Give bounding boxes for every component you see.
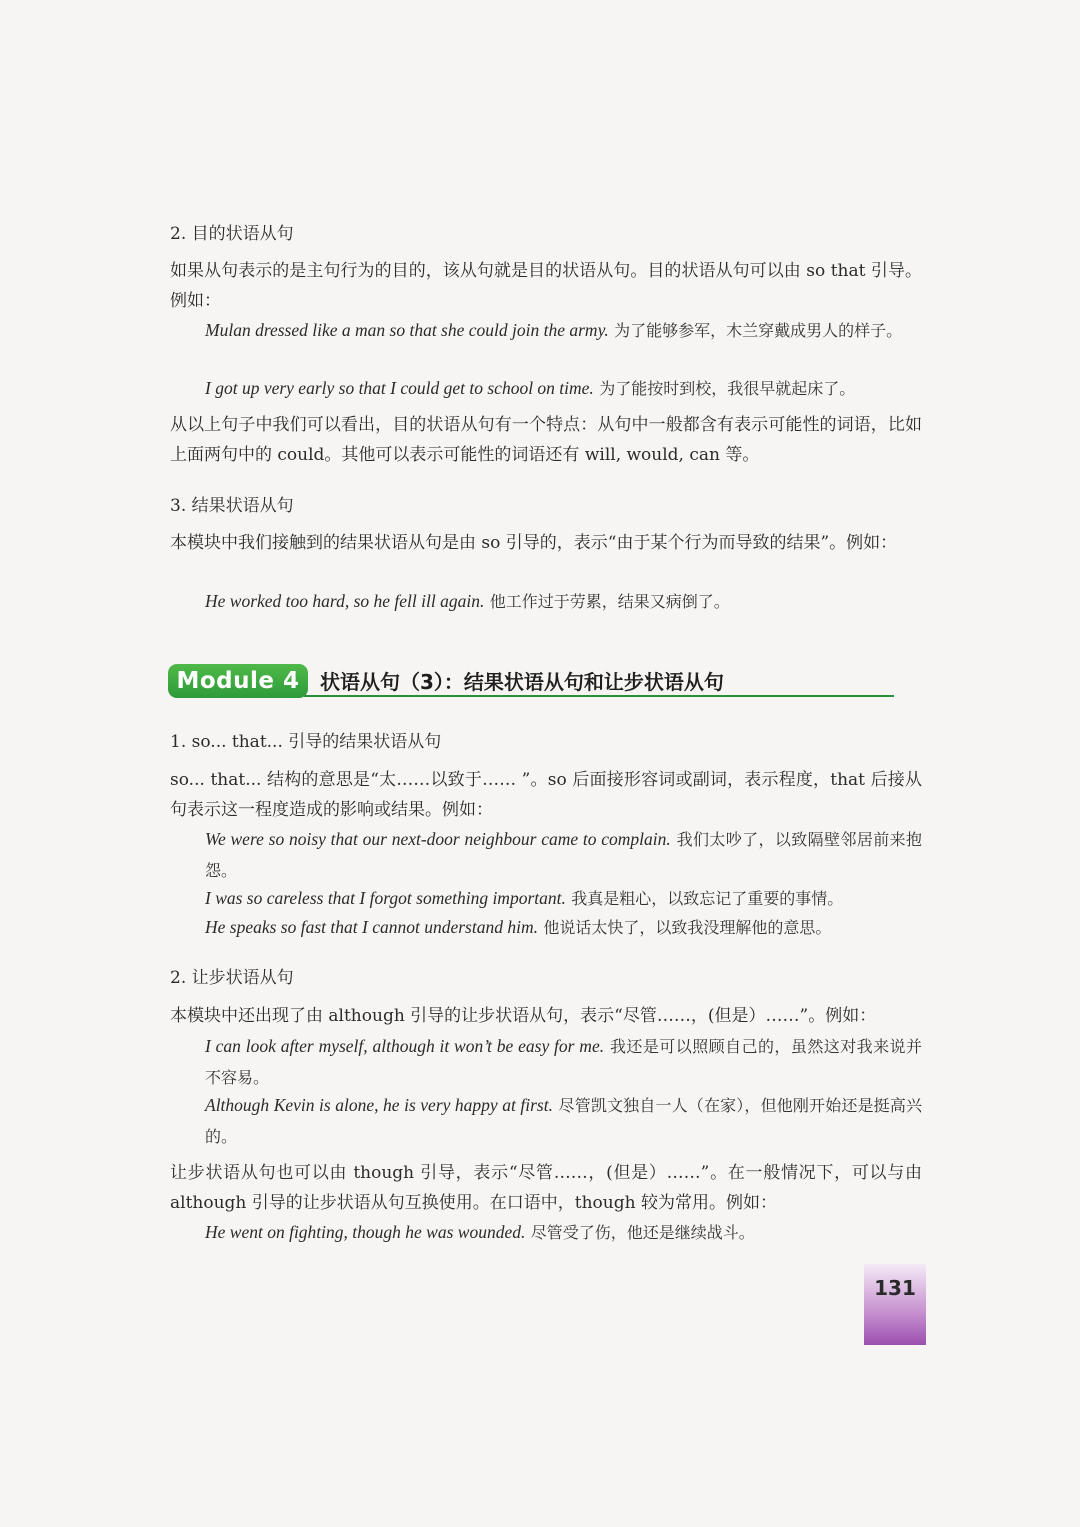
example-english: Although Kevin is alone, he is very happy at first. [205,1095,553,1115]
result-intro: 本模块中我们接触到的结果状语从句是由 so 引导的，表示“由于某个行为而导致的结果”。例如： [170,533,898,553]
example-english: He went on fighting, though he was wounded. [205,1222,526,1242]
example-chinese: 我们太吵了，以致隔壁邻居前来抱怨。 [205,830,922,880]
section-heading-result: 3. 结果状语从句 [170,496,294,516]
section-heading-concession: 2. 让步状语从句 [170,968,294,988]
example-sentence [170,1091,922,1152]
example-sentence [170,587,922,618]
module-title: 状语从句（3）：结果状语从句和让步状语从句 [320,670,724,694]
example-english: We were so noisy that our next-door neighbour came to complain. [205,829,671,849]
section-heading-purpose: 2. 目的状语从句 [170,224,294,244]
example-chinese: 他说话太快了，以致我没理解他的意思。 [543,918,832,937]
example-english: He worked too hard, so he fell ill again. [205,591,485,611]
example-sentence [170,374,922,405]
example-chinese: 我真是粗心，以致忘记了重要的事情。 [571,889,844,908]
example-sentence [170,884,922,915]
example-sentence [170,913,922,944]
page-number: 131 [874,1276,916,1300]
section-heading-so-that: 1. so... that... 引导的结果状语从句 [170,732,442,752]
example-english: Mulan dressed like a man so that she could join the army. [205,320,609,340]
concession-intro: 本模块中还出现了由 although 引导的让步状语从句，表示“尽管……，(但是）……”。例如： [170,1006,877,1026]
example-sentence [170,825,922,886]
example-english: He speaks so fast that I cannot understand him. [205,917,538,937]
example-english: I got up very early so that I could get to school on time. [205,378,594,398]
example-chinese: 尽管受了伤，他还是继续战斗。 [530,1223,755,1242]
module-badge: Module 4 [168,664,308,698]
example-chinese: 他工作过于劳累，结果又病倒了。 [489,592,730,611]
example-sentence [170,316,922,347]
example-chinese: 为了能按时到校，我很早就起床了。 [599,379,856,398]
example-english: I can look after myself, although it won’t be easy for me. [205,1036,605,1056]
so-that-intro: so... that... 结构的意思是“太……以致于…… ”。so 后面接形容词或副词，表示程度，that 后接从句表示这一程度造成的影响或结果。例如： [170,770,922,820]
example-chinese: 为了能够参军，木兰穿戴成男人的样子。 [614,321,903,340]
purpose-note: 从以上句子中我们可以看出，目的状语从句有一个特点：从句中一般都含有表示可能性的词语，比如上面两句中的 could。其他可以表示可能性的词语还有 will, would, can 等。 [170,415,922,465]
example-english: I was so careless that I forgot something important. [205,888,566,908]
example-chinese: 我还是可以照顾自己的，虽然这对我来说并不容易。 [205,1037,922,1087]
example-sentence [170,1218,922,1249]
concession-note: 让步状语从句也可以由 though 引导，表示“尽管……，(但是）……”。在一般情况下，可以与由 although 引导的让步状语从句互换使用。在口语中，though 较为常用。例如： [170,1163,922,1213]
example-chinese: 尽管凯文独自一人（在家），但他刚开始还是挺高兴的。 [205,1096,922,1146]
example-sentence [170,1032,922,1093]
purpose-intro: 如果从句表示的是主句行为的目的，该从句就是目的状语从句。目的状语从句可以由 so that 引导。例如： [170,261,922,311]
module-header [168,664,894,700]
